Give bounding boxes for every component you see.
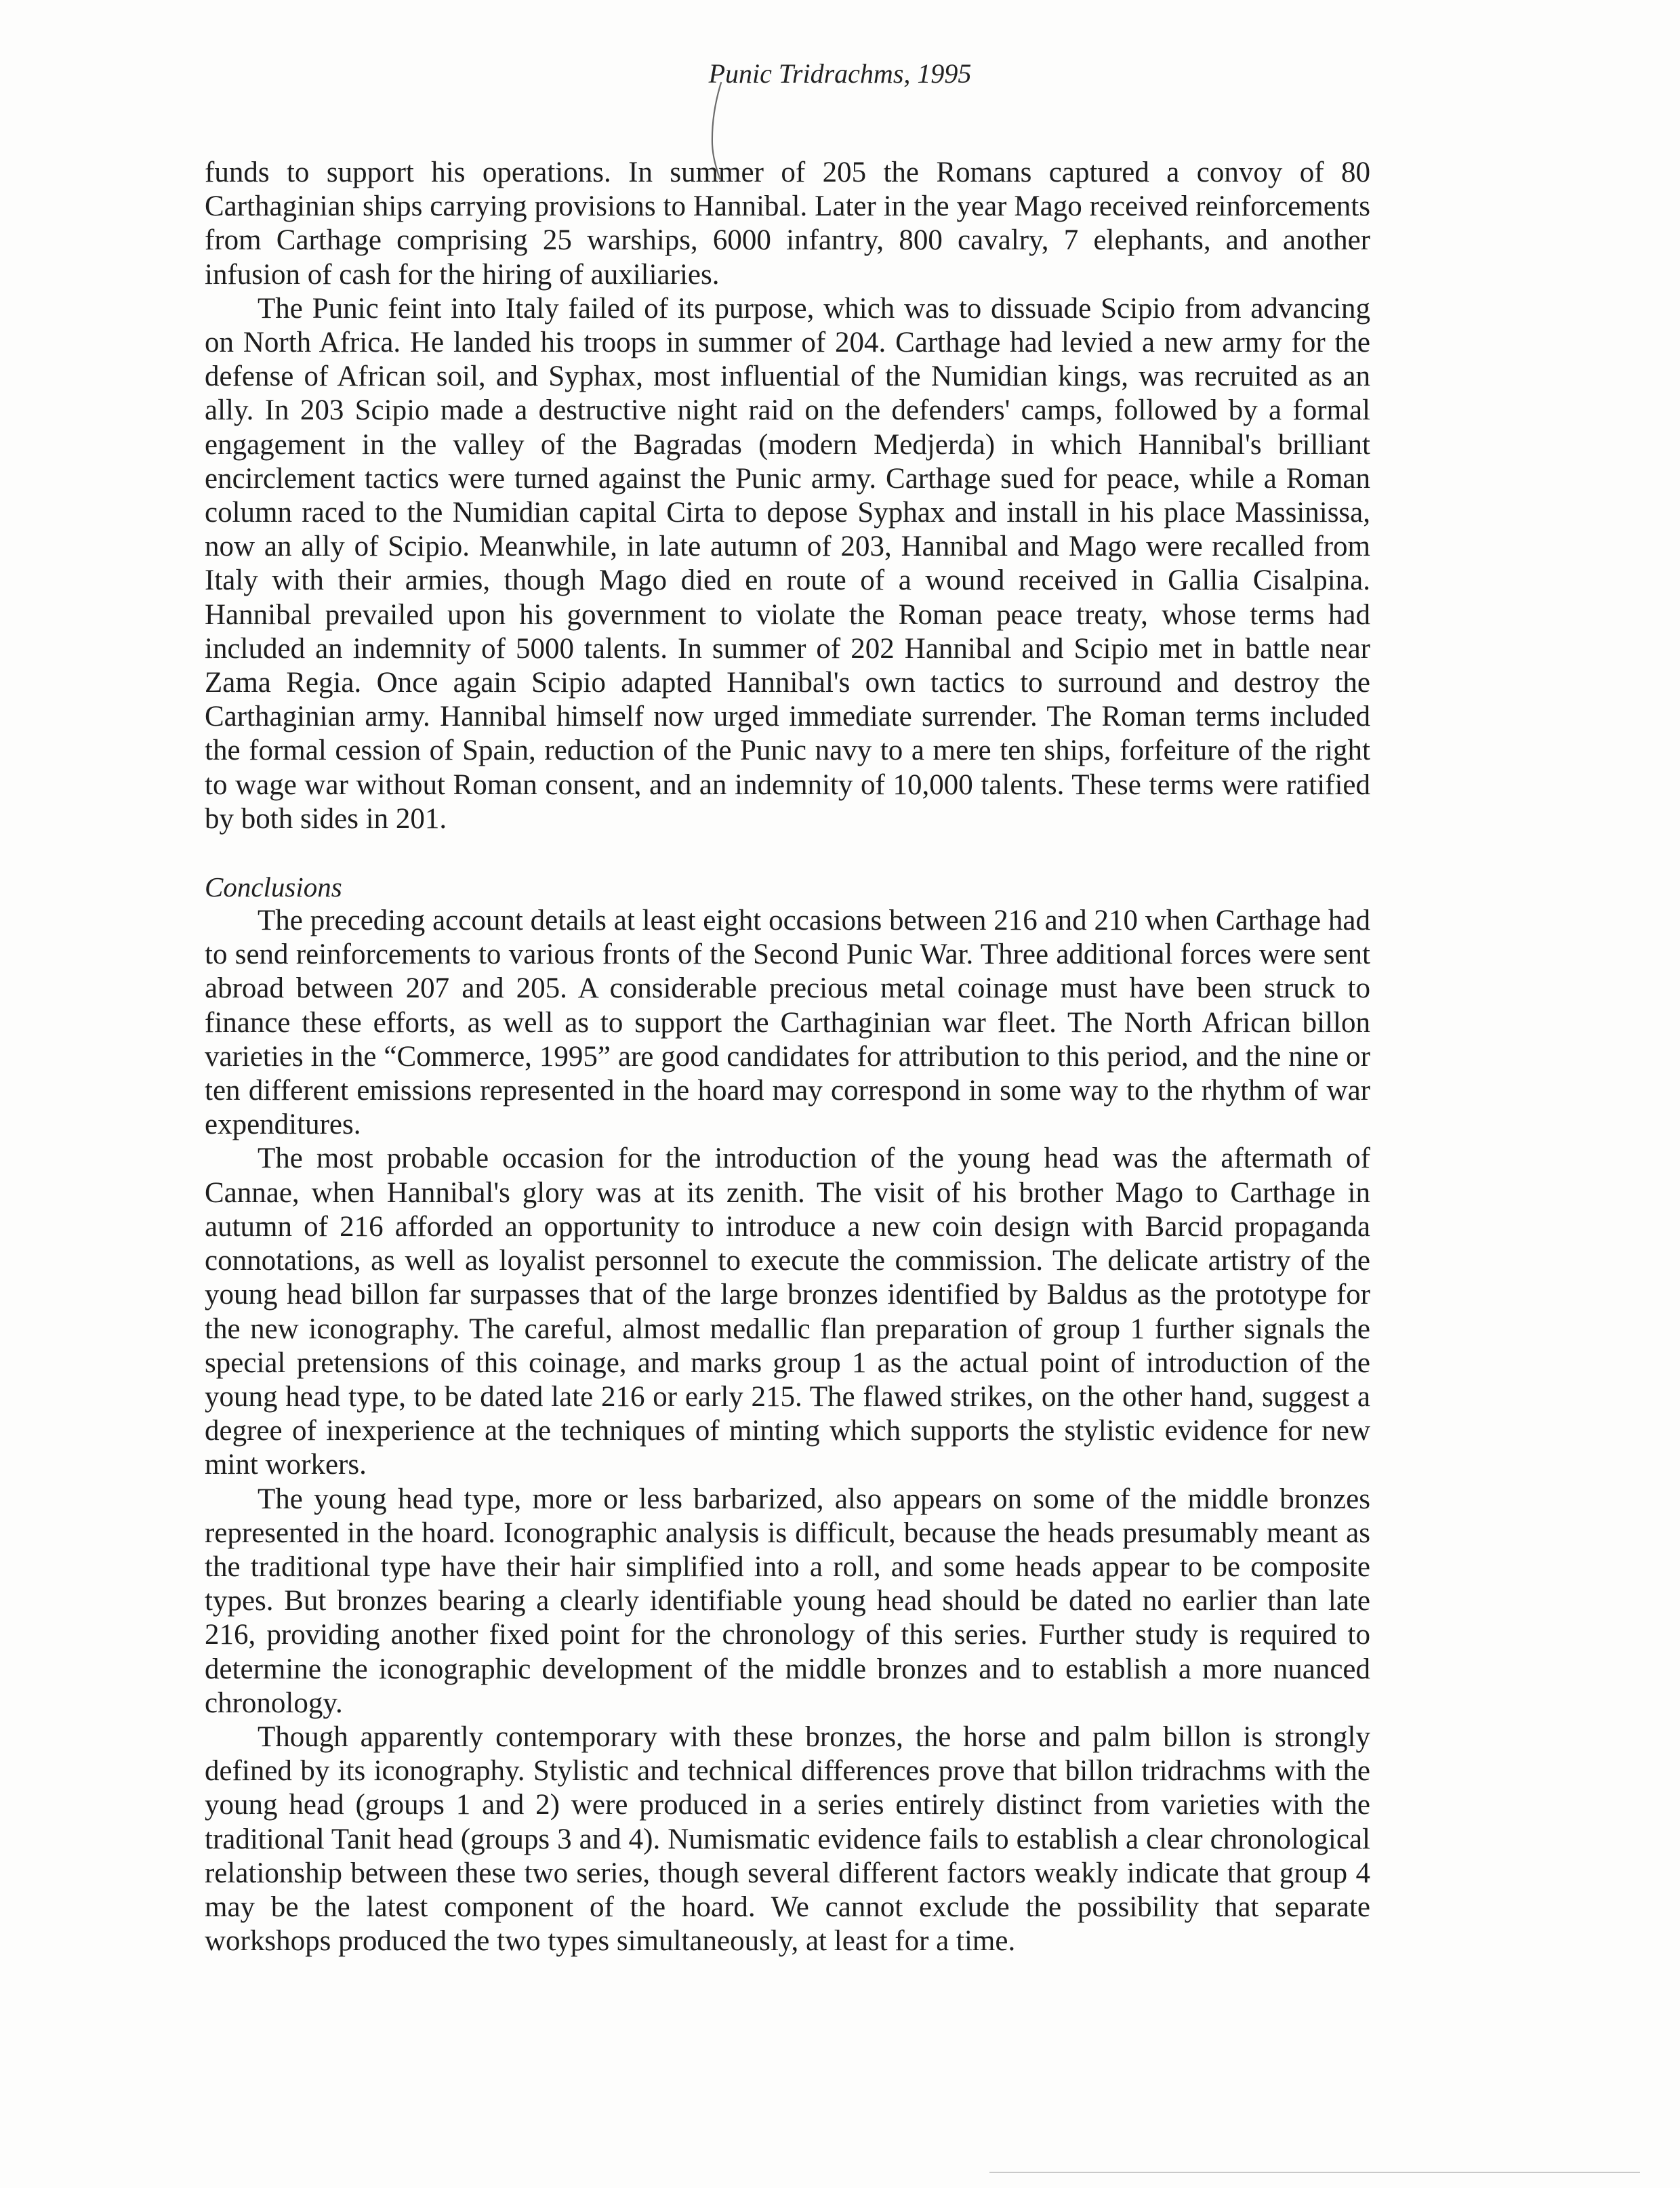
- scan-edge-line: [989, 2172, 1640, 2173]
- paragraph-middle-bronzes: The young head type, more or less barbarized, also appears on some of the middle bronzes represented in the hoard. Iconographic analysis is difficult, because the heads presumably meant as the traditional type have their hair simplified into a roll, and some heads appear to be composite types. But bronzes bearing a clearly identifiable young head should be dated no earlier than late 216, providing another fixed point for the chronology of this series. Further study is required to determine the iconographic development of the middle bronzes and to establish a more nuanced chronology.: [205, 1483, 1370, 1719]
- paragraph-horse-palm-billon: Though apparently contemporary with these bronzes, the horse and palm billon is strongly defined by its iconography. Stylistic and technical differences prove that billon tridrachms with the young head (groups 1 and 2) were produced in a series entirely distinct from varieties with the traditional Tanit head (groups 3 and 4). Numismatic evidence fails to establish a clear chronological relationship between these two series, though several different factors weakly indicate that group 4 may be the latest component of the hoard. We cannot exclude the possibility that separate workshops produced the two types simultaneously, at least for a time.: [205, 1720, 1370, 1958]
- body-text: [205, 156, 1370, 1958]
- section-heading-conclusions: Conclusions: [205, 871, 342, 903]
- paragraph-young-head-introduction: The most probable occasion for the introduction of the young head was the aftermath of Cannae, when Hannibal's glory was at its zenith. The visit of his brother Mago to Carthage in autumn of 216 afforded an opportunity to introduce a new coin design with Barcid propaganda connotations, as well as loyalist personnel to execute the commission. The delicate artistry of the young head billon far surpasses that of the large bronzes identified by Baldus as the prototype for the new iconography. The careful, almost medallic flan preparation of group 1 further signals the special pretensions of this coinage, and marks group 1 as the actual point of introduction of the young head type, to be dated late 216 or early 215. The flawed strikes, on the other hand, suggest a degree of inexperience at the techniques of minting which supports the stylistic evidence for new mint workers.: [205, 1142, 1370, 1481]
- paragraph-punic-feint: The Punic feint into Italy failed of its purpose, which was to dissuade Scipio from advancing on North Africa. He landed his troops in summer of 204. Carthage had levied a new army for the defense of African soil, and Syphax, most influential of the Numidian kings, was recruited as an ally. In 203 Scipio made a destructive night raid on the defenders' camps, followed by a formal engagement in the valley of the Bagradas (modern Medjerda) in which Hannibal's brilliant encirclement tactics were turned against the Punic army. Carthage sued for peace, while a Roman column raced to the Numidian capital Cirta to depose Syphax and install in his place Massinissa, now an ally of Scipio. Meanwhile, in late autumn of 203, Hannibal and Mago were recalled from Italy with their armies, though Mago died en route of a wound received in Gallia Cisalpina. Hannibal prevailed upon his government to violate the Roman peace treaty, whose terms had included an indemnity of 5000 talents. In summer of 202 Hannibal and Scipio met in battle near Zama Regia. Once again Scipio adapted Hannibal's own tactics to surround and destroy the Carthaginian army. Hannibal himself now urged immediate surrender. The Roman terms included the formal cession of Spain, reduction of the Punic navy to a mere ten ships, forfeiture of the right to wage war without Roman consent, and an indemnity of 10,000 talents. These terms were ratified by both sides in 201.: [205, 292, 1370, 835]
- paragraph-reinforcements: The preceding account details at least eight occasions between 216 and 210 when Carthage had to send reinforcements to various fronts of the Second Punic War. Three additional forces were sent abroad between 207 and 205. A considerable precious metal coinage must have been struck to finance these efforts, as well as to support the Carthaginian war fleet. The North African billon varieties in the “Commerce, 1995” are good candidates for attribution to this period, and the nine or ten different emissions represented in the hoard may correspond in some way to the rhythm of war expenditures.: [205, 905, 1370, 1141]
- paragraph-continuation: funds to support his operations. In summer of 205 the Romans captured a convoy of 80 Carthaginian ships carrying provisions to Hannibal. Later in the year Mago received reinforcements from Carthage comprising 25 warships, 6000 infantry, 800 cavalry, 7 elephants, and another infusion of cash for the hiring of auxiliaries.: [205, 157, 1370, 291]
- running-head: Punic Tridrachms, 1995: [708, 58, 972, 89]
